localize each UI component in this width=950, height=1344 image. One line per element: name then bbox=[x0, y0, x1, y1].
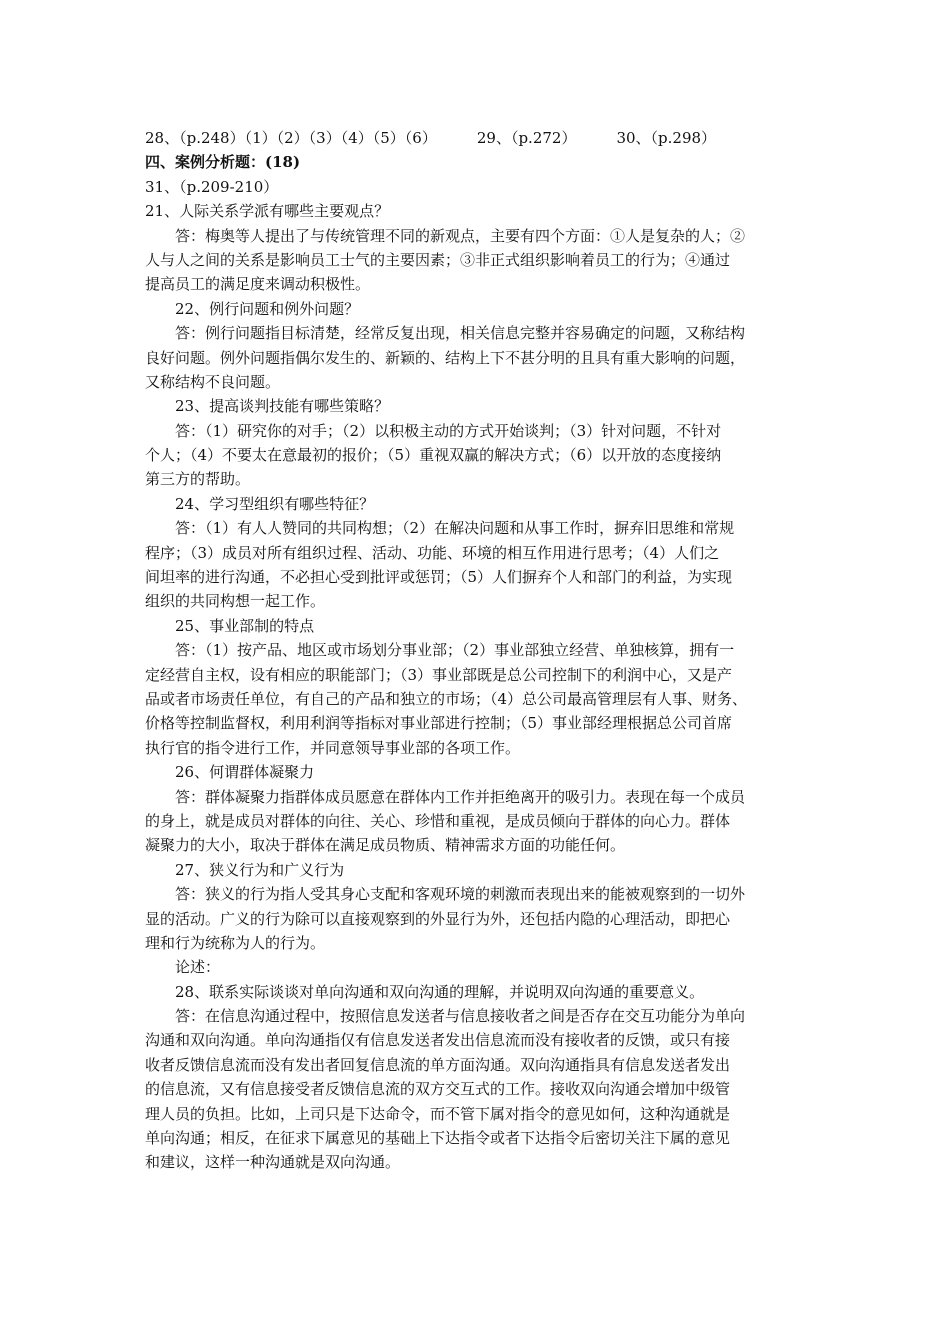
text-line: 个人；（4）不要太在意最初的报价；（5）重视双赢的解决方式；（6）以开放的态度接纳 bbox=[145, 446, 722, 465]
text-line: 答：（1）有人人赞同的共同构想；（2）在解决问题和从事工作时，摒弃旧思维和常规 bbox=[175, 519, 735, 538]
text-line: 26、何谓群体凝聚力 bbox=[175, 763, 315, 782]
document-page bbox=[145, 126, 825, 1175]
text-line: 论述： bbox=[175, 958, 221, 977]
text-line: 显的活动。广义的行为除可以直接观察到的外显行为外，还包括内隐的心理活动，即把心 bbox=[145, 909, 731, 928]
text-line: 第三方的帮助。 bbox=[145, 470, 251, 489]
text-line: 22、例行问题和例外问题？ bbox=[175, 299, 360, 318]
text-line: 人与人之间的关系是影响员工士气的主要因素；③非正式组织影响着员工的行为；④通过 bbox=[145, 250, 731, 269]
ref-q29: 29、（p.272） bbox=[476, 129, 577, 147]
text-line: 价格等控制监督权，利用利润等指标对事业部进行控制；（5）事业部经理根据总公司首席 bbox=[145, 714, 733, 733]
text-line: 单向沟通；相反，在征求下属意见的基础上下达指令或者下达指令后密切关注下属的意见 bbox=[145, 1129, 731, 1148]
text-line: 理人员的负担。比如，上司只是下达命令，而不管下属对指令的意见如何，这种沟通就是 bbox=[145, 1104, 731, 1123]
text-line: 答：狭义的行为指人受其身心支配和客观环境的刺激而表现出来的能被观察到的一切外 bbox=[175, 885, 746, 904]
text-line: 品或者市场责任单位，有自己的产品和独立的市场；（4）总公司最高管理层有人事、财务、 bbox=[145, 689, 748, 708]
ref-q31: 31、（p.209-210） bbox=[145, 177, 279, 196]
text-line: 答：群体凝聚力指群体成员愿意在群体内工作并拒绝离开的吸引力。表现在每一个成员 bbox=[175, 787, 746, 806]
text-line: 收者反馈信息流而没有发出者回复信息流的单方面沟通。双向沟通指具有信息发送者发出 bbox=[145, 1055, 731, 1074]
ref-q28: 28、（p.248）（1）（2）（3）（4）（5）（6） bbox=[145, 129, 437, 147]
section-title: 四、案例分析题：(18) bbox=[145, 153, 301, 172]
text-line: 间坦率的进行沟通，不必担心受到批评或惩罚；（5）人们摒弃个人和部门的利益，为实现 bbox=[145, 568, 733, 587]
text-line: 24、学习型组织有哪些特征？ bbox=[175, 494, 375, 513]
text-line: 答：梅奥等人提出了与传统管理不同的新观点，主要有四个方面：①人是复杂的人；② bbox=[175, 226, 746, 245]
text-line: 定经营自主权，设有相应的职能部门；（3）事业部既是总公司控制下的利润中心，又是产 bbox=[145, 665, 733, 684]
text-line: 和建议，这样一种沟通就是双向沟通。 bbox=[145, 1153, 401, 1172]
text-line: 的身上，就是成员对群体的向往、关心、珍惜和重视，是成员倾向于群体的向心力。群体 bbox=[145, 811, 731, 830]
text-line: 提高员工的满足度来调动积极性。 bbox=[145, 275, 371, 294]
text-line: 答：例行问题指目标清楚，经常反复出现，相关信息完整并容易确定的问题，又称结构 bbox=[175, 324, 746, 343]
ref-q30: 30、（p.298） bbox=[616, 129, 717, 147]
text-line: 又称结构不良问题。 bbox=[145, 372, 281, 391]
text-line: 25、事业部制的特点 bbox=[175, 616, 315, 635]
text-line: 理和行为统称为人的行为。 bbox=[145, 933, 326, 952]
text-line: 23、提高谈判技能有哪些策略？ bbox=[175, 397, 390, 416]
text-line: 答：在信息沟通过程中，按照信息发送者与信息接收者之间是否存在交互功能分为单向 bbox=[175, 1007, 746, 1026]
text-line: 28、联系实际谈谈对单向沟通和双向沟通的理解，并说明双向沟通的重要意义。 bbox=[175, 982, 705, 1001]
text-line: 的信息流，又有信息接受者反馈信息流的双方交互式的工作。接收双向沟通会增加中级管 bbox=[145, 1080, 731, 1099]
text-line: 执行官的指令进行工作，并同意领导事业部的各项工作。 bbox=[145, 738, 521, 757]
text-line: 答：（1）研究你的对手；（2）以积极主动的方式开始谈判；（3）针对问题，不针对 bbox=[175, 421, 722, 440]
text-line: 程序；（3）成员对所有组织过程、活动、功能、环境的相互作用进行思考；（4）人们之 bbox=[145, 543, 720, 562]
text-line: 组织的共同构想一起工作。 bbox=[145, 592, 326, 611]
reference-line bbox=[145, 126, 825, 150]
text-line: 沟通和双向沟通。单向沟通指仅有信息发送者发出信息流而没有接收者的反馈，或只有接 bbox=[145, 1031, 731, 1050]
text-line: 凝聚力的大小，取决于群体在满足成员物质、精神需求方面的功能任何。 bbox=[145, 836, 626, 855]
text-line: 21、人际关系学派有哪些主要观点？ bbox=[145, 202, 390, 221]
text-line: 答：（1）按产品、地区或市场划分事业部；（2）事业部独立经营、单独核算，拥有一 bbox=[175, 641, 735, 660]
text-line: 27、狭义行为和广义行为 bbox=[175, 860, 345, 879]
text-line: 良好问题。例外问题指偶尔发生的、新颖的、结构上下不甚分明的且具有重大影响的问题， bbox=[145, 348, 746, 367]
document-body bbox=[145, 199, 825, 1175]
